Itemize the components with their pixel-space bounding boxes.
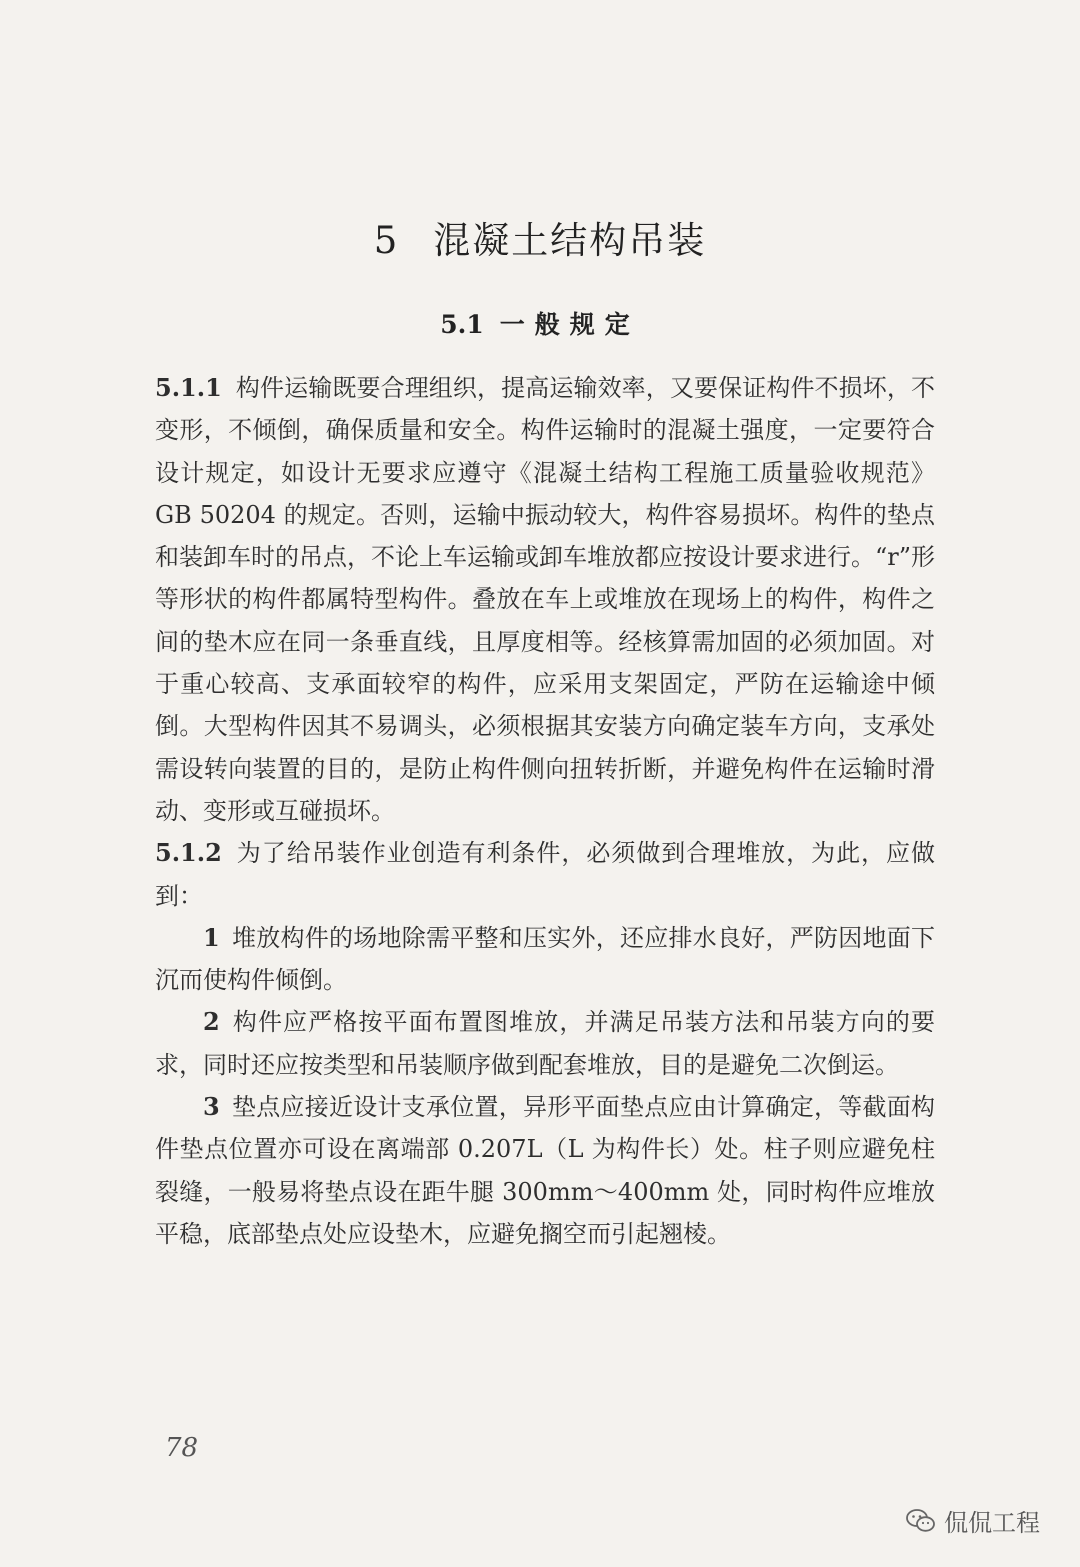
item-number: 1	[203, 922, 220, 952]
clause-text: 构件运输既要合理组织，提高运输效率，又要保证构件不损坏，不变形，不倾倒，确保质量和安全。构件运输时的混凝土强度，一定要符合设计规定，如设计无要求应遵守《混凝土结构工程施工质量验收规范》GB 50204 的规定。否则，运输中振动较大，构件容易损坏。构件的垫点和装卸车时的吊点，不论上车运输或卸车堆放都应按设计要求进行。“r”形等形状的构件都属特型构件。叠放在车上或堆放在现场上的构件，构件之间的垫木应在同一条垂直线，且厚度相等。经核算需加固的必须加固。对于重心较高、支承面较窄的构件，应采用支架固定，严防在运输途中倾倒。大型构件因其不易调头，必须根据其安装方向确定装车方向，支承处需设转向装置的目的，是防止构件侧向扭转折断，并避免构件在运输时滑动、变形或互碰损坏。	[155, 374, 936, 825]
clause-number: 5.1.2	[155, 838, 222, 868]
chapter-number: 5	[373, 219, 400, 262]
item-text: 构件应严格按平面布置图堆放，并满足吊装方法和吊装方向的要求，同时还应按类型和吊装顺序做到配套堆放，目的是避免二次倒运。	[155, 1008, 935, 1079]
item-text: 垫点应接近设计支承位置，异形平面垫点应由计算确定，等截面构件垫点位置亦可设在离端部 0.207L（L 为构件长）处。柱子则应避免柱裂缝，一般易将垫点设在距牛腿 300mm～400mm 处，同时构件应堆放平稳，底部垫点处应设垫木，应避免搁空而引起翘棱。	[155, 1093, 935, 1248]
clause-text: 为了给吊装作业创造有利条件，必须做到合理堆放，为此，应做到：	[155, 839, 935, 910]
clause-5-1-2	[155, 832, 935, 917]
watermark-text: 侃侃工程	[944, 1509, 1040, 1537]
page-number: 78	[165, 1433, 199, 1463]
clause-5-1-1	[155, 367, 935, 832]
clause-number: 5.1.1	[155, 373, 222, 402]
list-item	[155, 1001, 935, 1086]
item-number: 3	[203, 1092, 220, 1122]
chapter-title	[0, 210, 1080, 264]
section-number: 5.1	[440, 310, 484, 339]
body-text	[155, 367, 935, 1255]
section-title	[0, 305, 1080, 341]
chapter-title-text: 混凝土结构吊装	[433, 219, 707, 262]
item-number: 2	[203, 1007, 220, 1037]
wechat-icon	[906, 1508, 936, 1534]
section-title-text: 一般规定	[499, 310, 640, 339]
list-item	[155, 917, 935, 1002]
watermark	[906, 1503, 1040, 1538]
list-item	[155, 1086, 935, 1255]
item-text: 堆放构件的场地除需平整和压实外，还应排水良好，严防因地面下沉而使构件倾倒。	[155, 923, 935, 995]
